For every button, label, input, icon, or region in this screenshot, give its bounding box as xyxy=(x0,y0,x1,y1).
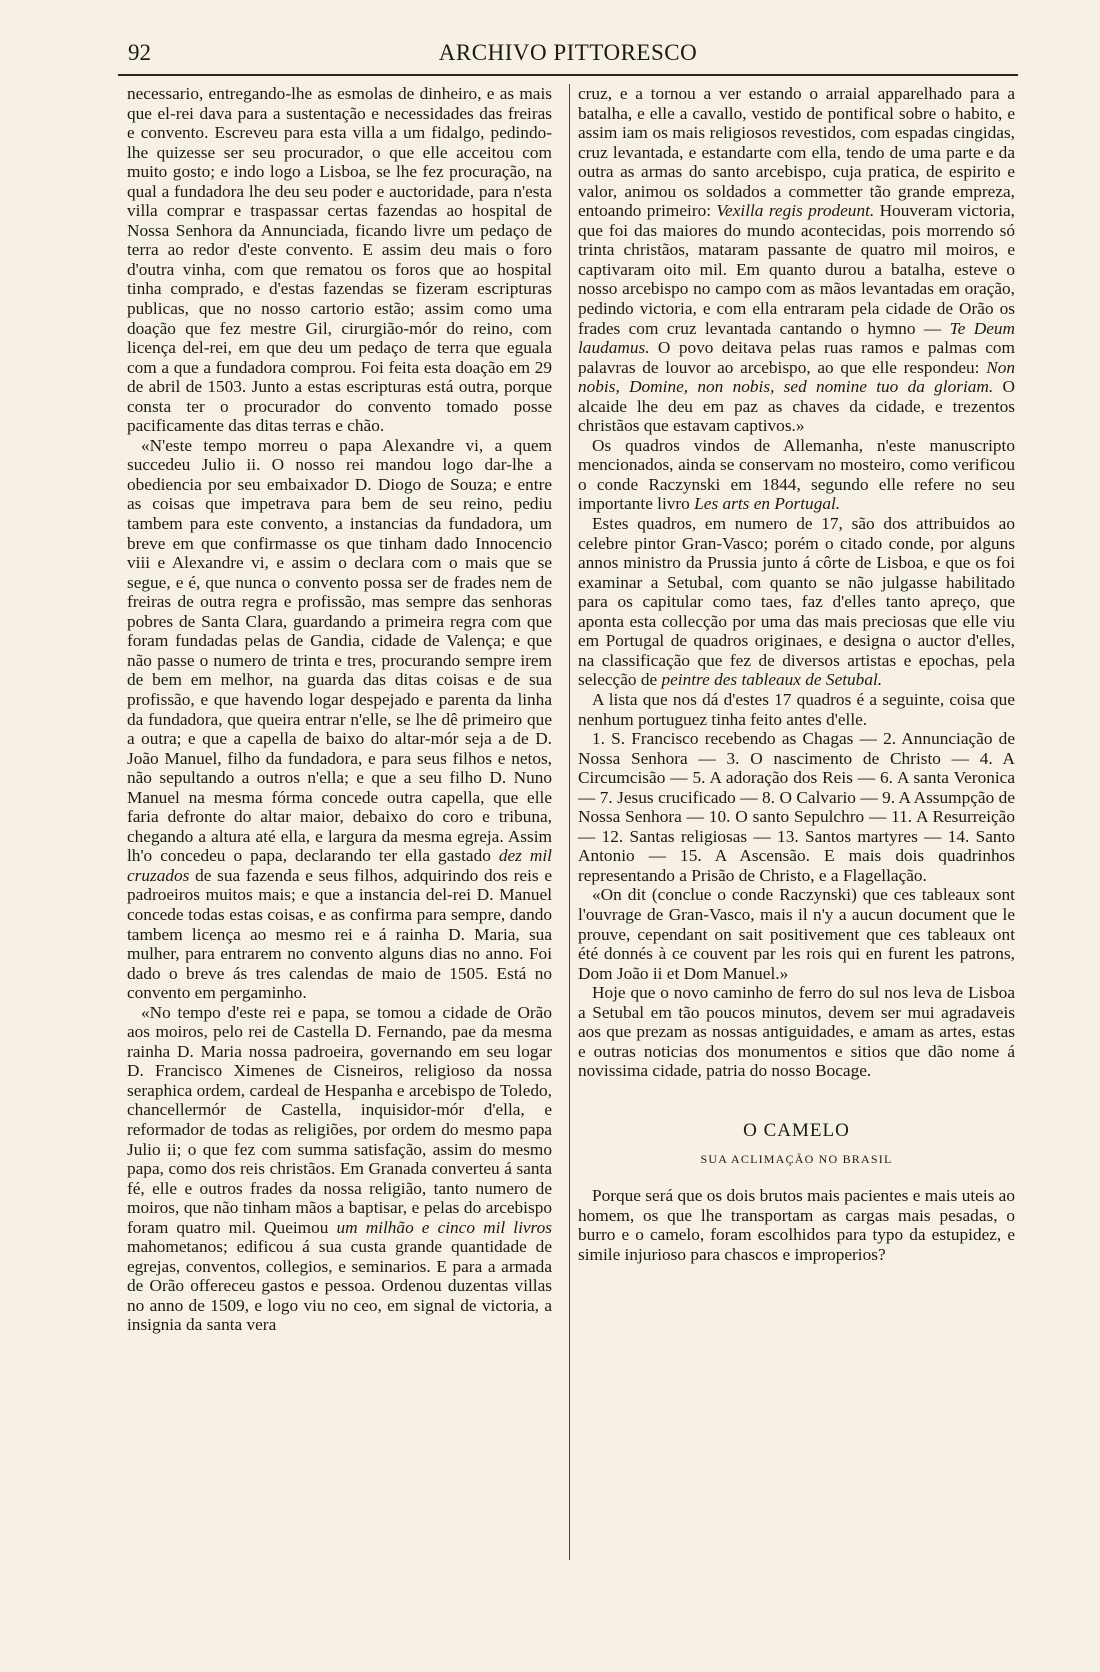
left-p3-text-a: «No tempo d'este rei e papa, se tomou a cidade de Orão aos moiros, pelo rei de Castella D. Fernando, pae da mesma rainha D. Maria nossa padroeira, governando em seu logar D. Francisco Ximenes de Cisneiros, religioso da nossa seraphica ordem, cardeal de Hespanha e arcebispo de Toledo, chancellermór de Castella, inquisidor-mór d'ella, e reformador de todas as religiões, por ordem do mesmo papa Julio ii; o que fez com summa satisfação, assim do mesmo papa, como dos reis christãos. Em Granada converteu á santa fé, elle e outros frades da nossa religião, tanto numero de moiros, que não tinham mãos a baptisar, e pelas do arcebispo foram quatro mil. Queimou xyxy=(127,1002,552,1237)
right-p2-text-a: Os quadros vindos de Allemanha, n'este manuscripto mencionados, ainda se conservam no mosteiro, como verificou o conde Raczynski em 1844, segundo elle refere no seu importante livro xyxy=(578,435,1015,514)
right-paragraph-7: Hoje que o novo caminho de ferro do sul nos leva de Lisboa a Setubal em tão poucos minutos, devem ser mui agradaveis aos que prezam as nossas antiguidades, e amam as artes, estas e outras noticias dos monumentos e sitios que dão nome á novissima cidade, patria do nosso Bocage. xyxy=(578,983,1015,1081)
right-p3-italic: peintre des tableaux de Setubal. xyxy=(661,670,883,690)
left-paragraph-1: necessario, entregando-lhe as esmolas de dinheiro, e as mais que el-rei dava para a sustentação e necessidades das freiras e convento. Escreveu para esta villa a um fidalgo, pedindo-lhe quizesse ser seu procurador, o que elle acceitou com muito gosto; e indo logo a Lisboa, se lhe fez procuração, na qual a fundadora lhe deu seu poder e auctoridade, para n'esta villa comprar e traspassar certas fazendas ao hospital de Nossa Senhora da Annunciada, ficando livre um pedaço de terra ao redor d'este convento. E assim deu mais o foro d'outra vinha, com que rematou os foros que ao hospital tinha comprado, e d'estas fazendas se fizeram escripturas publicas, que no nosso cartorio estão; assim como uma doação que fez mestre Gil, cirurgião-mór do reino, com licença del-rei, em que deu um pedaço de terra que eguala com a que a fundadora comprou. Foi feita esta doação em 29 de abril de 1503. Junto a estas escripturas está outra, porque consta ter o procurador do convento tomado posse pacificamente das ditas terras e chão. xyxy=(127,84,552,436)
right-p1-text-d: O alcaide lhe deu em paz as chaves da cidade, e trezentos christãos que estavam captivos.» xyxy=(578,377,1015,436)
right-p2-italic: Les arts en Portugal. xyxy=(694,494,841,514)
page-header xyxy=(118,40,1018,76)
right-p1-text-b: Houveram victoria, que foi das maiores do mundo acontecidas, pois morrendo só trinta christãos, mataram passante de quatro mil moiros, e captivaram oito mil. Em quanto durou a batalha, esteve o nosso arcebispo no campo com as mãos levantadas em oração, pedindo victoria, e com ella entraram pela cidade de Orão os frades com cruz levantada cantando o hymno — xyxy=(578,201,1015,338)
right-paragraph-1 xyxy=(578,84,1015,436)
right-p1-text-a: cruz, e a tornou a ver estando o arraial apparelhado para a batalha, e elle a cavallo, vestido de pontifical sobre o habito, e assim iam os mais religiosos revestidos, com espadas cingidas, cruz levantada, e estandarte com ella, tendo de uma parte e da outra as armas do santo arcebispo, cuja pratica, de espirito e valor, animou os soldados a commetter tão grande empreza, entoando primeiro: xyxy=(578,84,1015,221)
article-subtitle: SUA ACLIMAÇÃO NO BRASIL xyxy=(700,1152,893,1167)
right-p1-italic-2: Te Deum laudamus. xyxy=(578,318,1015,358)
right-column xyxy=(578,84,1015,1264)
running-title: ARCHIVO PITTORESCO xyxy=(438,40,698,65)
right-paragraph-3 xyxy=(578,514,1015,690)
left-p2-text-a: «N'este tempo morreu o papa Alexandre vi, a quem succedeu Julio ii. O nosso rei mandou logo dar-lhe a obediencia por seu embaixador D. Diogo de Souza; e entre as coisas que impetrava para bem de seu reino, pediu tambem para este convento, a instancias da fundadora, um breve em que confirmasse os que tinham dado Innocencio viii e Alexandre vi, e assim o declara com o mais que se segue, e é, que nunca o convento possa ser de frades nem de freiras de outra regra e profissão, mas sempre das senhoras pobres de Santa Clara, guardando a primeira regra com que foram fundadas pelas de Gandia, cidade de Valença; e que não passe o numero de trinta e tres, procurando sempre irem de bem em melhor, na guarda das ditas coisas e de sua profissão, e que havendo logar despejado e parenta da linha da fundadora, que queira entrar n'elle, se lhe dê primeiro que a outra; e que a capella de baixo do altar-mór seja a de D. João Manuel, filho da fundadora, e para seus filhos e netos, não sepultando a outros n'ella; e que a seu filho D. Nuno Manuel na mesma fórma concede outra capella, que elle faria defronte do altar maior, debaixo do coro e tribuna, chegando a altura até ella, e largura da mesma egreja. Assim lh'o concedeu o papa, declarando ter ella gastado xyxy=(127,435,552,866)
left-p3-text-b: mahometanos; edificou á sua custa grande quantidade de egrejas, conventos, collegios, e seminarios. E para a armada de Orão offereceu gastos e pessoa. Ordenou duzentas villas no anno de 1509, e logo viu no ceo, em signal de victoria, a insignia da santa vera xyxy=(127,1237,552,1335)
right-paragraph-4: A lista que nos dá d'estes 17 quadros é a seguinte, coisa que nenhum portuguez tinha feito antes d'elle. xyxy=(578,689,1015,729)
left-paragraph-2 xyxy=(127,436,552,1003)
article-title: O CAMELO xyxy=(743,1119,850,1141)
right-p1-italic-1: Vexilla regis prodeunt. xyxy=(716,201,875,221)
right-p1-text-c: O povo deitava pelas ruas ramos e palmas com palavras de louvor ao arcebispo, ao que elle respondeu: xyxy=(578,338,1015,377)
article-paragraph-1: Porque será que os dois brutos mais pacientes e mais uteis ao homem, os que lhe transportam as cargas mais pesadas, o burro e o camelo, foram escolhidos para typo da estupidez, e simile injurioso para chascos e improperios? xyxy=(578,1185,1015,1264)
left-column xyxy=(127,84,552,1335)
left-p2-italic: dez mil cruzados xyxy=(127,846,552,885)
left-p3-italic: um milhão e cinco mil livros xyxy=(336,1217,552,1237)
column-divider xyxy=(569,84,570,1560)
right-paragraph-2 xyxy=(578,436,1015,514)
page-number: 92 xyxy=(128,40,151,65)
right-paragraph-5: 1. S. Francisco recebendo as Chagas — 2. Annunciação de Nossa Senhora — 3. O nascimento de Christo — 4. A Circumcisão — 5. A adoração dos Reis — 6. A santa Veronica — 7. Jesus crucificado — 8. O Calvario — 9. A Assumpção de Nossa Senhora — 10. O santo Sepulchro — 11. A Resurreição — 12. Santas religiosas — 13. Santos martyres — 14. Santo Antonio — 15. A Ascensão. E mais dois quadrinhos representando a Prisão de Christo, e a Flagellação. xyxy=(578,729,1015,885)
left-p2-text-b: de sua fazenda e seus filhos, adquirindo dos reis e padroeiros muitos mais; e que a instancia del-rei D. Manuel concede todas estas coisas, e as confirma para sempre, dando tambem licença ao mesmo rei e á rainha D. Maria, sua mulher, para entrarem no convento alguns dias no anno. Foi dado o breve ás tres calendas de maio de 1505. Está no convento em pergaminho. xyxy=(127,865,552,1003)
right-p1-italic-3: Non nobis, Domine, non nobis, sed nomine tuo da gloriam. xyxy=(578,357,1015,397)
right-paragraph-6: «On dit (conclue o conde Raczynski) que ces tableaux sont l'ouvrage de Gran-Vasco, mais il n'y a aucun document que le prouve, cependant on sait positivement que ces tableaux ont été donnés à ce couvent par les rois qui en furent les patrons, Dom João ii et Dom Manuel.» xyxy=(578,885,1015,983)
right-p3-text-a: Estes quadros, em numero de 17, são dos attribuidos ao celebre pintor Gran-Vasco; porém o citado conde, por alguns annos ministro da Prussia junto á côrte de Lisboa, e que os foi examinar a Setubal, com quanto se não julgasse habilitado para os capitular como taes, faz d'elles tanto apreço, que aponta esta collecção por uma das mais preciosas que elle viu em Portugal de quadros originaes, e designa o auctor d'elles, na classificação que fez de diversos artistas e epochas, pela selecção de xyxy=(578,514,1015,690)
left-paragraph-3 xyxy=(127,1003,552,1335)
